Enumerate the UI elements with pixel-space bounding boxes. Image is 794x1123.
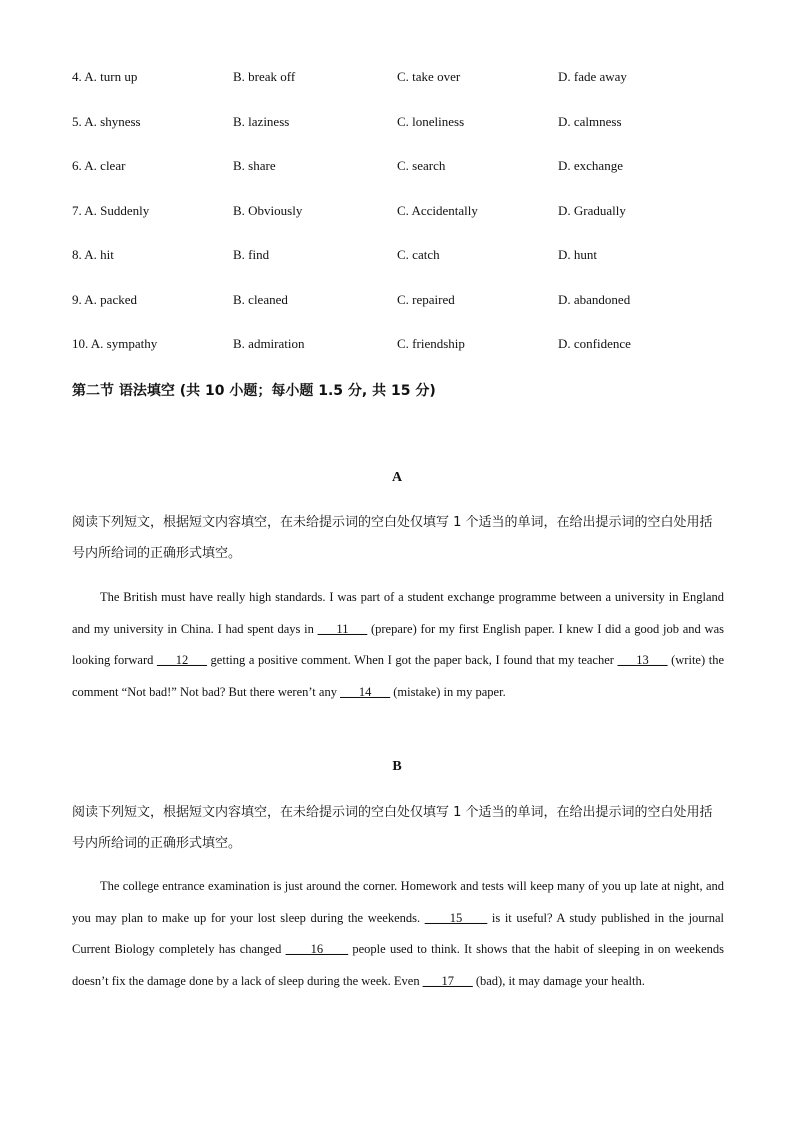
option-c: C. loneliness — [397, 114, 465, 129]
passage-text: The British must have really high standards. I was part of a student exchange programme between a university in England and my university in China. I had spent days in — [72, 590, 724, 636]
question-5-options — [72, 114, 752, 134]
blank-12: ___12___ — [156, 653, 207, 667]
option-a: 7. A. Suddenly — [72, 203, 150, 218]
option-b: B. break off — [233, 69, 296, 84]
blank-13: ___13___ — [617, 653, 668, 667]
blank-11: ___11___ — [317, 621, 368, 636]
question-4-options — [72, 69, 752, 89]
part-a-instruction: 阅读下列短文，根据短文内容填空，在未给提示词的空白处仅填写 1 个适当的单词，在给出提示词的空白处用括号内所给词的正确形式填空。 — [72, 515, 713, 561]
option-c: C. repaired — [397, 292, 455, 307]
option-a: 10. A. sympathy — [72, 336, 158, 351]
question-6-options — [72, 158, 752, 178]
option-c: C. search — [397, 158, 446, 173]
passage-text: (bad), it may damage your health. — [472, 973, 645, 988]
section-title: 第二节 语法填空 (共 10 小题；每小题 1.5 分, 共 15 分) — [72, 383, 436, 399]
passage-text: The college entrance examination is just around the corner. Homework and tests will keep many of you up late at night, and you may plan to make up for your lost sleep during the weekends. — [72, 879, 724, 925]
question-10-options — [72, 336, 752, 356]
option-d: D. exchange — [558, 158, 623, 173]
option-b: B. find — [233, 247, 270, 262]
blank-15: ____15____ — [424, 910, 488, 925]
option-c: C. Accidentally — [397, 203, 478, 218]
option-a: 8. A. hit — [72, 247, 114, 262]
passage-text: people used to think. It shows that the habit of sleeping in on weekends doesn’t fix the damage done by a lack of sleep during the week. Even — [72, 942, 724, 988]
question-9-options — [72, 292, 752, 312]
option-d: D. hunt — [558, 247, 597, 262]
question-7-options — [72, 203, 752, 223]
passage-text: is it useful? A study published in the journal Current Biology completely has changed — [72, 910, 724, 956]
passage-text: (prepare) for my first English paper. I knew I did a good job and was looking forward — [72, 621, 724, 667]
option-d: D. Gradually — [558, 203, 626, 218]
option-d: D. abandoned — [558, 292, 631, 307]
blank-16: ____16____ — [285, 942, 349, 956]
option-b: B. share — [233, 158, 276, 173]
blank-14: ___14___ — [340, 684, 391, 699]
part-a-passage — [72, 582, 724, 708]
part-b-heading: B — [392, 759, 402, 774]
passage-text: (mistake) in my paper. — [390, 684, 506, 699]
option-c: C. catch — [397, 247, 440, 262]
part-b-instruction: 阅读下列短文，根据短文内容填空，在未给提示词的空白处仅填写 1 个适当的单词，在给出提示词的空白处用括号内所给词的正确形式填空。 — [72, 805, 713, 851]
blank-17: ___17___ — [422, 973, 473, 988]
option-a: 6. A. clear — [72, 158, 126, 173]
option-c: C. friendship — [397, 336, 465, 351]
option-a: 5. A. shyness — [72, 114, 141, 129]
question-8-options — [72, 247, 752, 267]
option-d: D. fade away — [558, 69, 627, 84]
passage-text: getting a positive comment. When I got the paper back, I found that my teacher — [206, 653, 618, 667]
option-d: D. confidence — [558, 336, 631, 351]
part-a-heading: A — [391, 470, 403, 485]
option-b: B. laziness — [233, 114, 290, 129]
option-d: D. calmness — [558, 114, 622, 129]
option-b: B. Obviously — [233, 203, 303, 218]
option-b: B. cleaned — [233, 292, 288, 307]
option-b: B. admiration — [233, 336, 305, 351]
option-a: 4. A. turn up — [72, 69, 138, 84]
passage-text: (write) the comment “Not bad!” Not bad? But there weren’t any — [72, 653, 724, 699]
part-b-passage — [72, 871, 724, 997]
option-a: 9. A. packed — [72, 292, 137, 307]
option-c: C. take over — [397, 69, 461, 84]
